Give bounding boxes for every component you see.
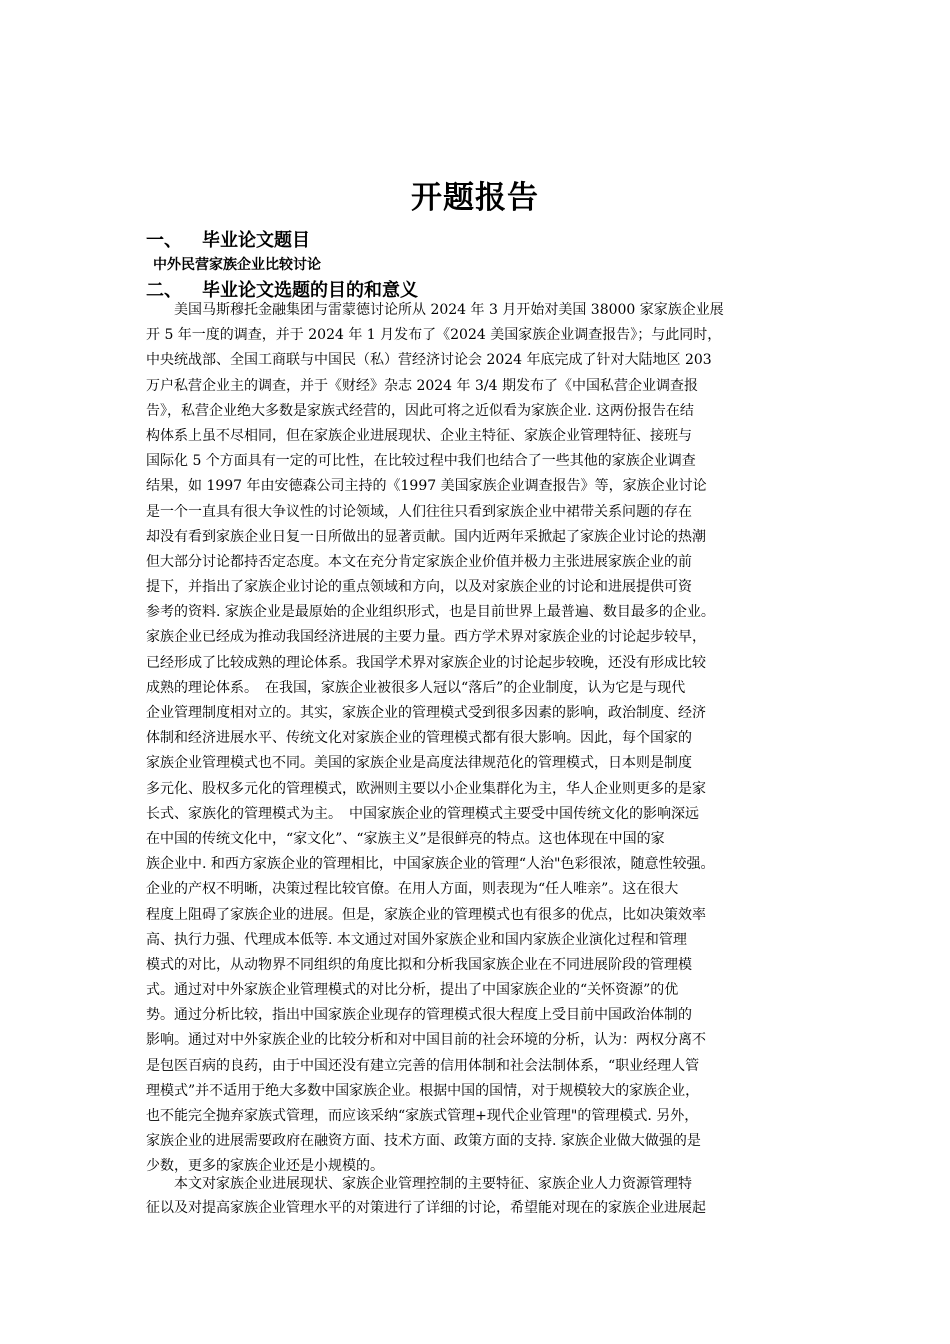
text-line: 是包医百病的良药，由于中国还没有建立完善的信用体制和社会法制体系，“职业经理人管 [146, 1057, 700, 1074]
body-paragraph-1 [146, 298, 818, 1180]
text-line: 开 5 年一度的调查，并于 2024 年 1 月发布了《2024 美国家族企业调查报告》；与此同时， [146, 327, 722, 344]
text-line: 高、执行力强、代理成本低等. 本文通过对国外家族企业和国内家族企业演化过程和管理 [146, 931, 687, 948]
text-line: 势。通过分析比较，指出中国家族企业现存的管理模式很大程度上受目前中国政治体制的 [146, 1007, 692, 1024]
document-title: 开题报告 [411, 180, 539, 216]
text-line: 提下，并指出了家族企业讨论的重点领域和方向，以及对家族企业的讨论和进展提供可资 [146, 579, 692, 596]
section-heading-1 [146, 229, 310, 253]
text-line: 已经形成了比较成熟的理论体系。我国学术界对家族企业的讨论起步较晚，还没有形成比较 [146, 654, 706, 671]
section-number-1: 一、 [146, 230, 182, 251]
text-line: 结果，如 1997 年由安德森公司主持的《1997 美国家族企业调查报告》等，家族企业讨论 [146, 478, 707, 495]
text-line: 多元化、股权多元化的管理模式，欧洲则主要以小企业集群化为主，华人企业则更多的是家 [146, 780, 706, 797]
text-line: 长式、家族化的管理模式为主。 中国家族企业的管理模式主要受中国传统文化的影响深远 [146, 805, 699, 822]
text-line: 但大部分讨论都持否定态度。本文在充分肯定家族企业价值并极力主张进展家族企业的前 [146, 553, 692, 570]
text-line: 是一个一直具有很大争议性的讨论领域，人们往往只看到家族企业中裙带关系问题的存在 [146, 503, 692, 520]
text-line: 构体系上虽不尽相同，但在家族企业进展现状、企业主特征、家族企业管理特征、接班与 [146, 427, 692, 444]
text-line: 家族企业已经成为推动我国经济进展的主要力量。西方学术界对家族企业的讨论起步较早， [146, 629, 706, 646]
text-line: 国际化 5 个方面具有一定的可比性，在比较过程中我们也结合了一些其他的家族企业调查 [146, 453, 696, 470]
section-number-2: 二、 [146, 280, 182, 301]
text-line: 本文对家族企业进展现状、家族企业管理控制的主要特征、家族企业人力资源管理特 [146, 1176, 692, 1192]
text-line: 万户私营企业主的调查，并于《财经》杂志 2024 年 3/4 期发布了《中国私营企业调查报 [146, 377, 698, 394]
body-paragraph-2 [146, 1172, 818, 1220]
text-line: 少数，更多的家族企业还是小规模的。 [146, 1158, 384, 1175]
text-line: 模式的对比，从动物界不同组织的角度比拟和分析我国家族企业在不同进展阶段的管理模 [146, 956, 692, 973]
text-line: 在中国的传统文化中，“家文化”、“家族主义”是很鲜亮的特点。这也体现在中国的家 [146, 830, 665, 847]
text-line: 征以及对提高家族企业管理水平的对策进行了详细的讨论，希望能对现在的家族企业进展起 [146, 1200, 706, 1216]
thesis-title: 中外民营家族企业比较讨论 [153, 257, 321, 273]
text-line: 程度上阻碍了家族企业的进展。但是，家族企业的管理模式也有很多的优点，比如决策效率 [146, 906, 706, 923]
section-title-1: 毕业论文题目 [202, 230, 310, 251]
text-line: 式。通过对中外家族企业管理模式的对比分析，提出了中国家族企业的“关怀资源”的优 [146, 982, 679, 999]
text-line: 却没有看到家族企业日复一日所做出的显著贡献。国内近两年采掀起了家族企业讨论的热潮 [146, 528, 706, 545]
text-line: 家族企业的进展需要政府在融资方面、技术方面、政策方面的支持. 家族企业做大做强的是 [146, 1133, 701, 1150]
text-line: 参考的资料. 家族企业是最原始的企业组织形式，也是目前世界上最普遍、数目最多的企业。 [146, 604, 715, 621]
text-line: 族企业中. 和西方家族企业的管理相比，中国家族企业的管理“人治"色彩很浓，随意性较强。 [146, 856, 715, 873]
text-line: 告》，私营企业绝大多数是家族式经营的，因此可将之近似看为家族企业. 这两份报告在结 [146, 402, 694, 419]
text-line: 企业的产权不明晰，决策过程比较官僚。在用人方面，则表现为“任人唯亲”。这在很大 [146, 881, 679, 898]
text-line: 中央统战部、全国工商联与中国民（私）营经济讨论会 2024 年底完成了针对大陆地区 203 [146, 352, 712, 369]
text-line: 体制和经济进展水平、传统文化对家族企业的管理模式都有很大影响。因此，每个国家的 [146, 730, 692, 747]
text-line: 企业管理制度相对立的。其实，家族企业的管理模式受到很多因素的影响，政治制度、经济 [146, 705, 706, 721]
text-line: 家族企业管理模式也不同。美国的家族企业是高度法律规范化的管理模式，日本则是制度 [146, 755, 692, 772]
section-title-2: 毕业论文选题的目的和意义 [202, 280, 418, 301]
text-line: 影响。通过对中外家族企业的比较分析和对中国目前的社会环境的分析，认为：两权分离不 [146, 1032, 706, 1049]
text-line: 成熟的理论体系。 在我国，家族企业被很多人冠以“落后”的企业制度，认为它是与现代 [146, 679, 686, 696]
text-line: 也不能完全抛弃家族式管理，而应该采纳“家族式管理+现代企业管理"的管理模式. 另外， [146, 1108, 699, 1124]
text-line: 理模式”并不适用于绝大多数中国家族企业。根据中国的国情，对于规模较大的家族企业， [146, 1082, 700, 1099]
text-line: 美国马斯穆托金融集团与雷蒙德讨论所从 2024 年 3 月开始对美国 38000 家家族企业展 [146, 302, 724, 318]
